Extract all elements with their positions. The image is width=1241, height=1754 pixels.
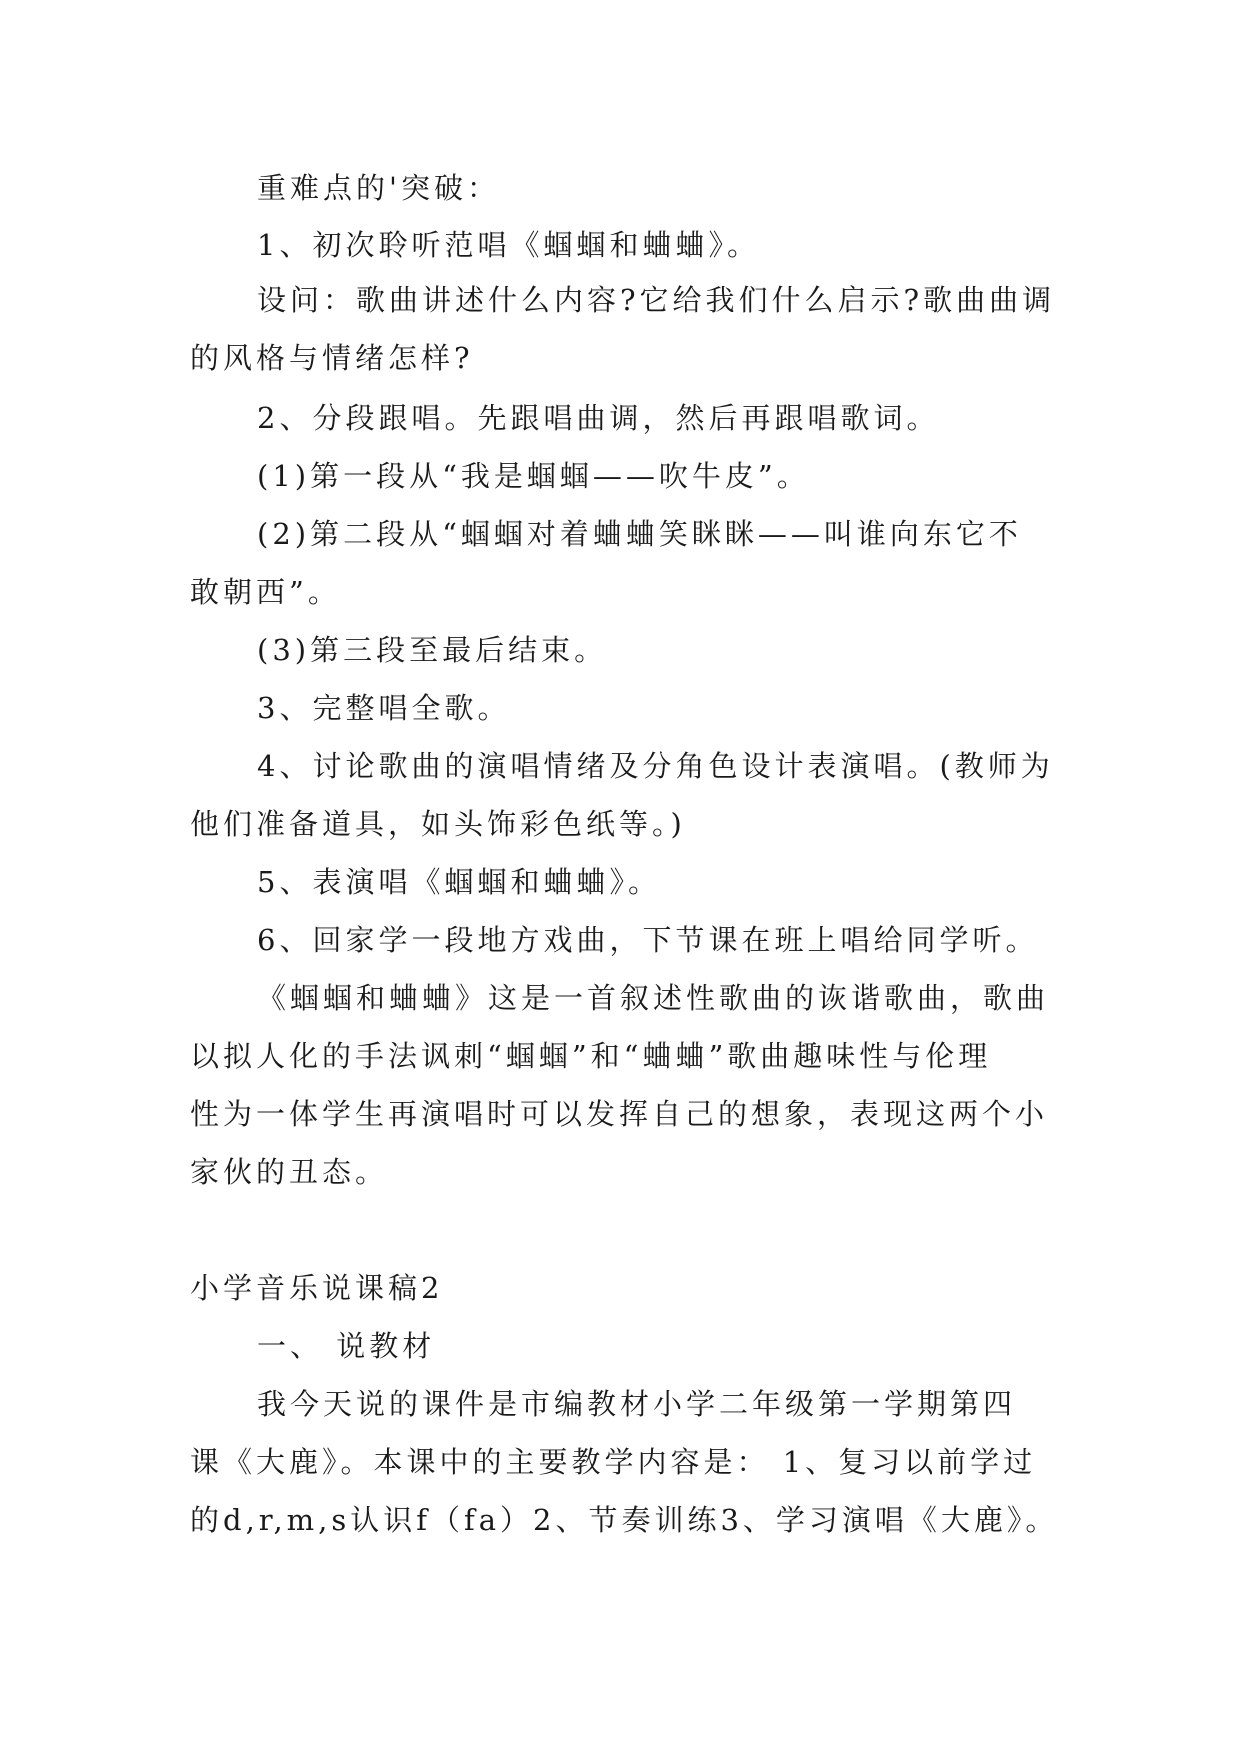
text-line: 3、完整唱全歌。 [257, 691, 511, 725]
text-line: 以拟人化的手法讽刺“蝈蝈”和“蛐蛐”歌曲趣味性与伦理 [190, 1039, 992, 1073]
text-line: 的风格与情绪怎样? [190, 341, 474, 375]
text-line: 《蝈蝈和蛐蛐》这是一首叙述性歌曲的诙谐歌曲，歌曲 [257, 981, 1050, 1015]
text-line: 性为一体学生再演唱时可以发挥自己的想象，表现这两个小 [190, 1097, 1049, 1131]
text-line: 他们准备道具，如头饰彩色纸等。) [190, 807, 686, 841]
text-line: (3)第三段至最后结束。 [257, 633, 608, 667]
text-line: 课《大鹿》。本课中的主要教学内容是： 1、复习以前学过 [190, 1445, 1037, 1479]
text-line: (2)第二段从“蝈蝈对着蛐蛐笑眯眯——叫谁向东它不 [257, 517, 1022, 551]
text-line: 5、表演唱《蝈蝈和蛐蛐》。 [257, 865, 661, 899]
text-line: 1、初次聆听范唱《蝈蝈和蛐蛐》。 [257, 228, 760, 262]
text-line: 重难点的'突破： [257, 171, 500, 205]
text-line: 家伙的丑态。 [190, 1155, 389, 1189]
text-line: 我今天说的课件是市编教材小学二年级第一学期第四 [257, 1387, 1017, 1421]
subsection-heading: 一、 说教材 [257, 1329, 436, 1363]
section-heading: 小学音乐说课稿2 [190, 1271, 444, 1305]
text-line: 的d,r,m,s认识f（fa）2、节奏训练3、学习演唱《大鹿》。 [190, 1503, 1059, 1537]
text-line: 敢朝西”。 [190, 575, 341, 609]
text-line: 设问：歌曲讲述什么内容?它给我们什么启示?歌曲曲调 [257, 283, 1056, 317]
text-line: 6、回家学一段地方戏曲，下节课在班上唱给同学听。 [257, 923, 1039, 957]
text-line: 2、分段跟唱。先跟唱曲调，然后再跟唱歌词。 [257, 401, 940, 435]
text-line: (1)第一段从“我是蝈蝈——吹牛皮”。 [257, 459, 810, 493]
text-line: 4、讨论歌曲的演唱情绪及分角色设计表演唱。(教师为 [257, 749, 1054, 783]
